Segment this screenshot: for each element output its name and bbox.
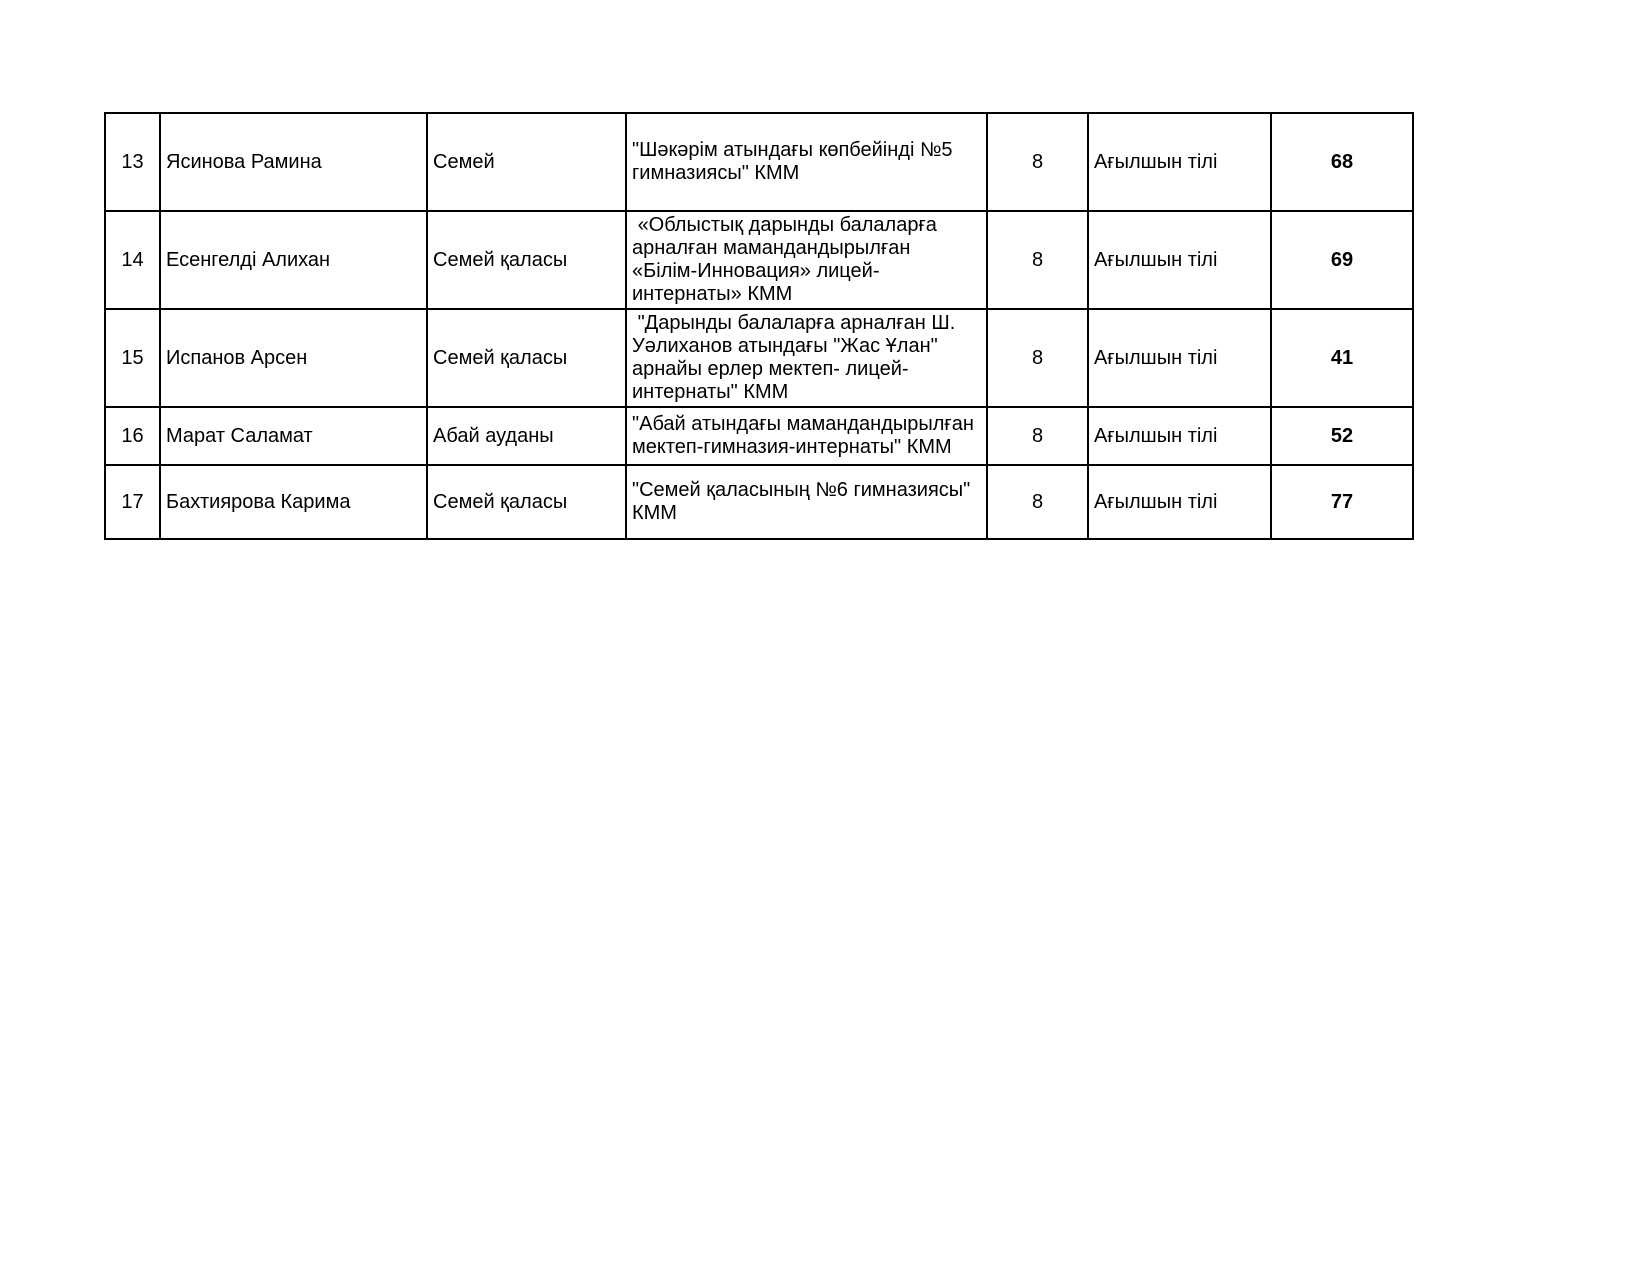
school: [626, 113, 987, 211]
city: Абай ауданы: [427, 407, 626, 465]
school: [626, 465, 987, 539]
student-name: Марат Саламат: [160, 407, 427, 465]
student-name: Испанов Арсен: [160, 309, 427, 407]
grade: 8: [987, 309, 1088, 407]
student-name: Есенгелді Алихан: [160, 211, 427, 309]
grade: 8: [987, 407, 1088, 465]
school-text: "Абай атындағы мамандандырылған мектеп-гимназия-интернаты" КММ: [632, 413, 980, 458]
grade: 8: [987, 113, 1088, 211]
city: Семей қаласы: [427, 309, 626, 407]
row-number: 16: [105, 407, 160, 465]
row-number: 15: [105, 309, 160, 407]
grade: 8: [987, 211, 1088, 309]
school: [626, 211, 987, 309]
school-text: «Облыстық дарынды балаларға арналған мамандандырылған «Білім-Инновация» лицей-интернаты» КММ: [632, 214, 943, 305]
subject: Ағылшын тілі: [1088, 309, 1271, 407]
score: 52: [1271, 407, 1413, 465]
score: 68: [1271, 113, 1413, 211]
city: Семей қаласы: [427, 465, 626, 539]
subject: Ағылшын тілі: [1088, 211, 1271, 309]
subject: Ағылшын тілі: [1088, 407, 1271, 465]
school-text: "Семей қаласының №6 гимназиясы" КММ: [632, 479, 976, 524]
row-number: 13: [105, 113, 160, 211]
score: 77: [1271, 465, 1413, 539]
score: 69: [1271, 211, 1413, 309]
school-text: "Дарынды балаларға арналған Ш. Уәлиханов атындағы "Жас Ұлан" арнайы ерлер мектеп- лицей-интернаты" КММ: [632, 312, 961, 403]
school-text: "Шәкәрім атындағы көпбейінді №5 гимназиясы" КММ: [632, 139, 959, 184]
city: Семей: [427, 113, 626, 211]
subject: Ағылшын тілі: [1088, 465, 1271, 539]
school: [626, 309, 987, 407]
score: 41: [1271, 309, 1413, 407]
table-row: [105, 309, 1413, 407]
student-name: Бахтиярова Карима: [160, 465, 427, 539]
table-row: [105, 407, 1413, 465]
student-name: Ясинова Рамина: [160, 113, 427, 211]
table-row: [105, 113, 1413, 211]
subject: Ағылшын тілі: [1088, 113, 1271, 211]
table-row: [105, 465, 1413, 539]
row-number: 14: [105, 211, 160, 309]
results-table: [104, 112, 1414, 540]
grade: 8: [987, 465, 1088, 539]
table-row: [105, 211, 1413, 309]
school: [626, 407, 987, 465]
city: Семей қаласы: [427, 211, 626, 309]
row-number: 17: [105, 465, 160, 539]
